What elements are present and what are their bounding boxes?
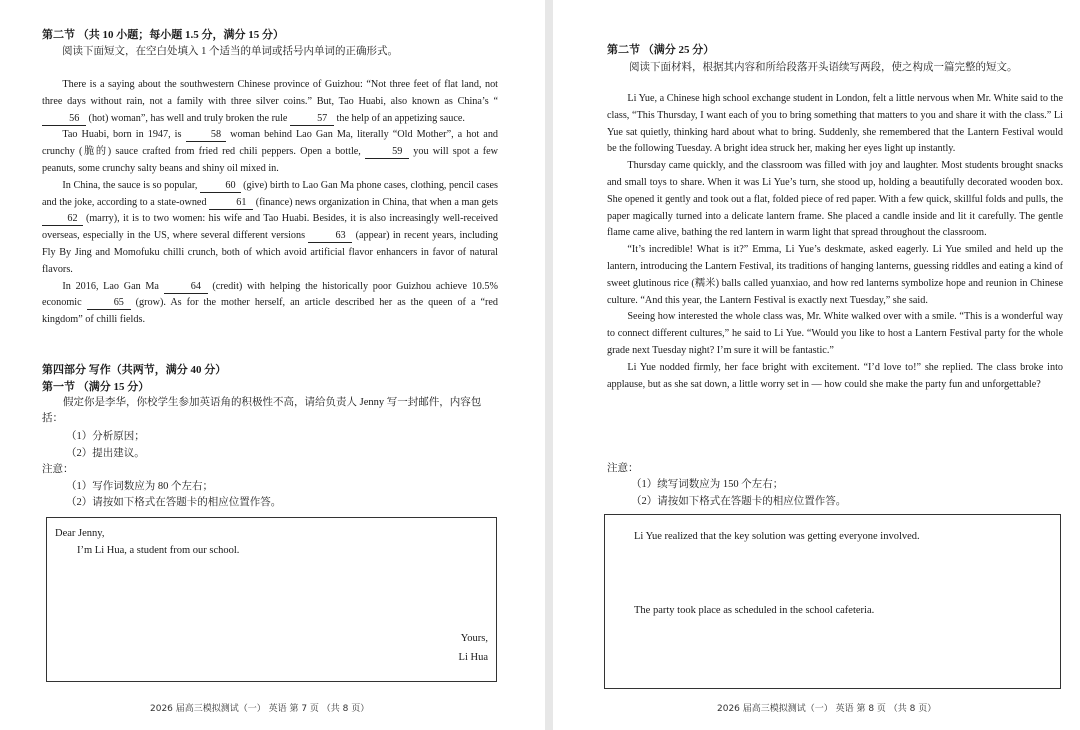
paragraph-1-opener: Li Yue realized that the key solution was getting everyone involved. <box>634 531 920 542</box>
note-label: 注意： <box>607 463 639 474</box>
letter-signature: Li Hua <box>458 652 488 663</box>
text-run: There is a saying about the southwestern Chinese province of Guizhou: “Not three feet of flat land, not three days without rain, not a family with three silver coins.” But, Tao Huabi, also known as China’s “ <box>42 79 498 107</box>
note-label: 注意： <box>42 464 74 475</box>
passage-paragraph-1 <box>42 77 498 127</box>
writing-task-instruction: 假定你是李华，你校学生参加英语角的积极性不高，请给负责人 Jenny 写一封邮件，内容包括： <box>42 397 482 424</box>
section2-title: 第二节 （共 10 小题；每小题 1.5 分，满分 15 分） <box>42 29 284 41</box>
blank-61: 61 <box>209 197 253 210</box>
note-item-2: （2）请按如下格式在答题卡的相应位置作答。 <box>66 497 282 508</box>
text-run: (finance) news organization in China, that when a man gets <box>253 196 498 208</box>
blank-64: 64 <box>164 281 208 294</box>
blank-62: 62 <box>42 213 83 226</box>
letter-answer-box[interactable] <box>46 517 497 682</box>
text-run: (grow). As for the mother herself, an article described her as the queen of a “red kingdom” of chilli fields. <box>42 297 498 326</box>
continuation-instruction: 阅读下面材料，根据其内容和所给段落开头语续写两段，使之构成一篇完整的短文。 <box>629 62 1018 73</box>
blank-63: 63 <box>308 230 352 243</box>
note-item-2: （2）请按如下格式在答题卡的相应位置作答。 <box>631 496 847 507</box>
text-run: you will spot a few peanuts, some crunchy salty beans and shiny oil mixed in. <box>42 146 498 174</box>
blank-60: 60 <box>200 180 241 193</box>
story-paragraph-4: Seeing how interested the whole class was, Mr. White walked over with a smile. “This is a wonderful way to connect different cultures,” he said to Li Yue. “Would you like to host a Lantern Festival party for the whole grade next Tuesday night? I’m sure it will be fantastic.” <box>607 311 1063 356</box>
section2-instruction: 阅读下面短文，在空白处填入 1 个适当的单词或括号内单词的正确形式。 <box>62 46 398 57</box>
letter-opening-line: I’m Li Hua, a student from our school. <box>77 545 240 556</box>
letter-greeting: Dear Jenny, <box>55 528 105 539</box>
letter-closing: Yours, <box>460 633 488 644</box>
text-run: (marry), it is to two women: his wife and Tao Huabi. Besides, it is also increasingly well-received overseas, especially in the US, where several different versions <box>42 213 498 242</box>
story-paragraph-3: “It’s incredible! What is it?” Emma, Li Yue’s deskmate, asked eagerly. Li Yue smiled and held up the lantern, introducing the Lantern Festival, its traditions of hanging lanterns, guessing riddles and eating a kind of sweet glutinous rice (糯米) balls called yuanxiao, and how red lanterns symbolize hope and reunion in Chinese culture. “And this year, the Lantern Festival is exactly next Tuesday,” she said. <box>607 244 1063 306</box>
page-footer: 2026 届高三模拟测试（一） 英语 第 7 页 （共 8 页） <box>150 704 370 714</box>
blank-59: 59 <box>365 146 409 159</box>
part4-title: 第四部分 写作（共两节，满分 40 分） <box>42 364 227 376</box>
blank-58: 58 <box>186 129 227 142</box>
story-paragraph-1: Li Yue, a Chinese high school exchange student in London, felt a little nervous when Mr. White said to the class, “This Thursday, I want each of you to bring something that matters to you and share it with the class.” Li Yue sat quietly, thinking hard about what to bring. Suddenly, she remembered that the Lantern Festival would be the following Tuesday. A bright idea struck her, making her eyes light up instantly. <box>607 93 1063 155</box>
text-run: (hot) woman”, has well and truly broken the rule <box>86 112 290 124</box>
text-run: (appear) in recent years, including Fly By Jing and Momofuku chilli crunch, both of which avoid artificial flavor enhancers in favor of natural flavors. <box>42 230 498 275</box>
text-run: Tao Huabi, born in 1947, is <box>62 129 186 141</box>
exam-page-8 <box>553 0 1080 730</box>
passage-paragraph-4 <box>42 279 498 329</box>
story-paragraph-2: Thursday came quickly, and the classroom was filled with joy and laughter. Most students brought snacks and small toys to share. When it was Li Yue’s turn, she stood up, holding a beautifully decorated wooden box. She opened it gently and took out a flat, folded piece of red paper. With a few quick, skillful folds and pulls, the paper magically turned into a delicate lantern frame. She placed a candle inside and lit it carefully. The gentle flame came alive, bathing the red lantern in warm light that spread throughout the classroom. <box>607 160 1063 239</box>
text-run: (give) birth to Lao Gan Ma phone cases, clothing, pencil cases and the joke, according to a state-owned <box>42 179 498 208</box>
blank-65: 65 <box>87 297 131 310</box>
continuation-answer-box[interactable] <box>604 514 1061 689</box>
paragraph-2-opener: The party took place as scheduled in the school cafeteria. <box>634 605 875 616</box>
task-item-1: （1）分析原因； <box>66 431 145 442</box>
cloze-passage <box>42 77 498 329</box>
writing-section1-title: 第一节 （满分 15 分） <box>42 381 150 393</box>
story-paragraph-5: Li Yue nodded firmly, her face bright with excitement. “I’d love to!” she replied. The class broke into applause, but as she sat down, a little worry set in — how could she make the party fun and unforgettable? <box>607 361 1063 390</box>
text-run: woman behind Lao Gan Ma, literally “Old Mother”, a hot and crunchy (脆的) sauce crafted from fried red chili peppers. Open a bottle, <box>42 129 499 158</box>
page-footer: 2026 届高三模拟测试（一） 英语 第 8 页 （共 8 页） <box>717 704 937 714</box>
note-item-1: （1）续写词数应为 150 个左右； <box>631 479 784 490</box>
passage-paragraph-3 <box>42 178 498 279</box>
text-run: the help of an appetizing sauce. <box>333 112 465 124</box>
text-run: In 2016, Lao Gan Ma <box>62 280 164 292</box>
passage-paragraph-2 <box>42 127 498 177</box>
story-passage <box>607 91 1063 393</box>
text-run: In China, the sauce is so popular, <box>62 179 200 191</box>
continuation-section-title: 第二节 （满分 25 分） <box>607 44 715 56</box>
text-run: (credit) with helping the historically poor Guizhou achieve 10.5% economic <box>42 280 498 309</box>
blank-56: 56 <box>42 113 86 126</box>
blank-57: 57 <box>290 113 334 126</box>
task-item-2: （2）提出建议。 <box>66 448 145 459</box>
note-item-1: （1）写作词数应为 80 个左右； <box>66 481 213 492</box>
